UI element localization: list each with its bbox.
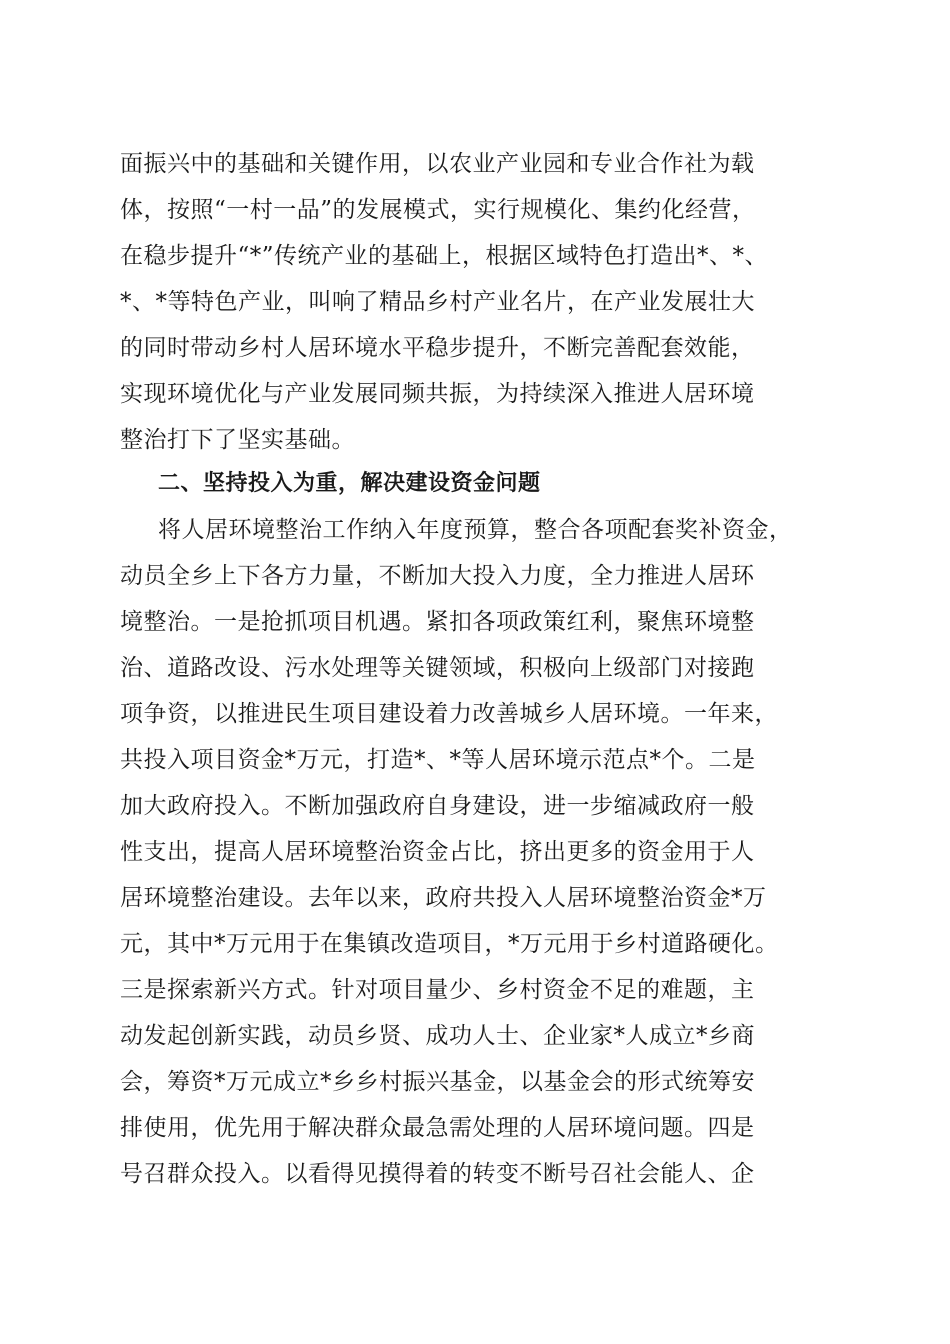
body-text-line: 治、道路改设、污水处理等关键领域，积极向上级部门对接跑 <box>120 655 755 681</box>
body-text-line: 境整治。一是抢抓项目机遇。紧扣各项政策红利，聚焦环境整 <box>120 609 755 635</box>
body-text-line: 元，其中*万元用于在集镇改造项目，*万元用于乡村道路硬化。 <box>120 931 779 957</box>
body-text-line: 在稳步提升“*”传统产业的基础上，根据区域特色打造出*、*、 <box>120 243 769 269</box>
body-text-line: 的同时带动乡村人居环境水平稳步提升，不断完善配套效能， <box>120 335 755 361</box>
section-heading: 二、坚持投入为重，解决建设资金问题 <box>158 471 541 496</box>
body-text-line: 居环境整治建设。去年以来，政府共投入人居环境整治资金*万 <box>120 885 767 911</box>
body-text-line: 号召群众投入。以看得见摸得着的转变不断号召社会能人、企 <box>120 1161 755 1187</box>
body-text-line: 实现环境优化与产业发展同频共振，为持续深入推进人居环境 <box>120 381 755 407</box>
paragraph-first-line: 将人居环境整治工作纳入年度预算，整合各项配套奖补资金， <box>158 517 793 543</box>
body-text-line: 三是探索新兴方式。针对项目量少、乡村资金不足的难题，主 <box>120 977 755 1003</box>
body-text-line: 体，按照“一村一品”的发展模式，实行规模化、集约化经营， <box>120 197 756 223</box>
body-text-line: 动发起创新实践，动员乡贤、成功人士、企业家*人成立*乡商 <box>120 1023 755 1049</box>
body-text-line: 性支出，提高人居环境整治资金占比，挤出更多的资金用于人 <box>120 839 755 865</box>
body-text-line: 整治打下了坚实基础。 <box>120 427 355 453</box>
body-text-line: 会，筹资*万元成立*乡乡村振兴基金，以基金会的形式统筹安 <box>120 1069 755 1095</box>
body-text-line: 排使用，优先用于解决群众最急需处理的人居环境问题。四是 <box>120 1115 755 1141</box>
body-text-line: 加大政府投入。不断加强政府自身建设，进一步缩减政府一般 <box>120 793 755 819</box>
body-text-line: 面振兴中的基础和关键作用，以农业产业园和专业合作社为载 <box>120 151 755 177</box>
body-text-line: *、*等特色产业，叫响了精品乡村产业名片，在产业发展壮大 <box>120 289 755 315</box>
body-text-line: 项争资，以推进民生项目建设着力改善城乡人居环境。一年来， <box>120 701 778 727</box>
body-text-line: 动员全乡上下各方力量，不断加大投入力度，全力推进人居环 <box>120 563 755 589</box>
body-text-line: 共投入项目资金*万元，打造*、*等人居环境示范点*个。二是 <box>120 747 756 773</box>
